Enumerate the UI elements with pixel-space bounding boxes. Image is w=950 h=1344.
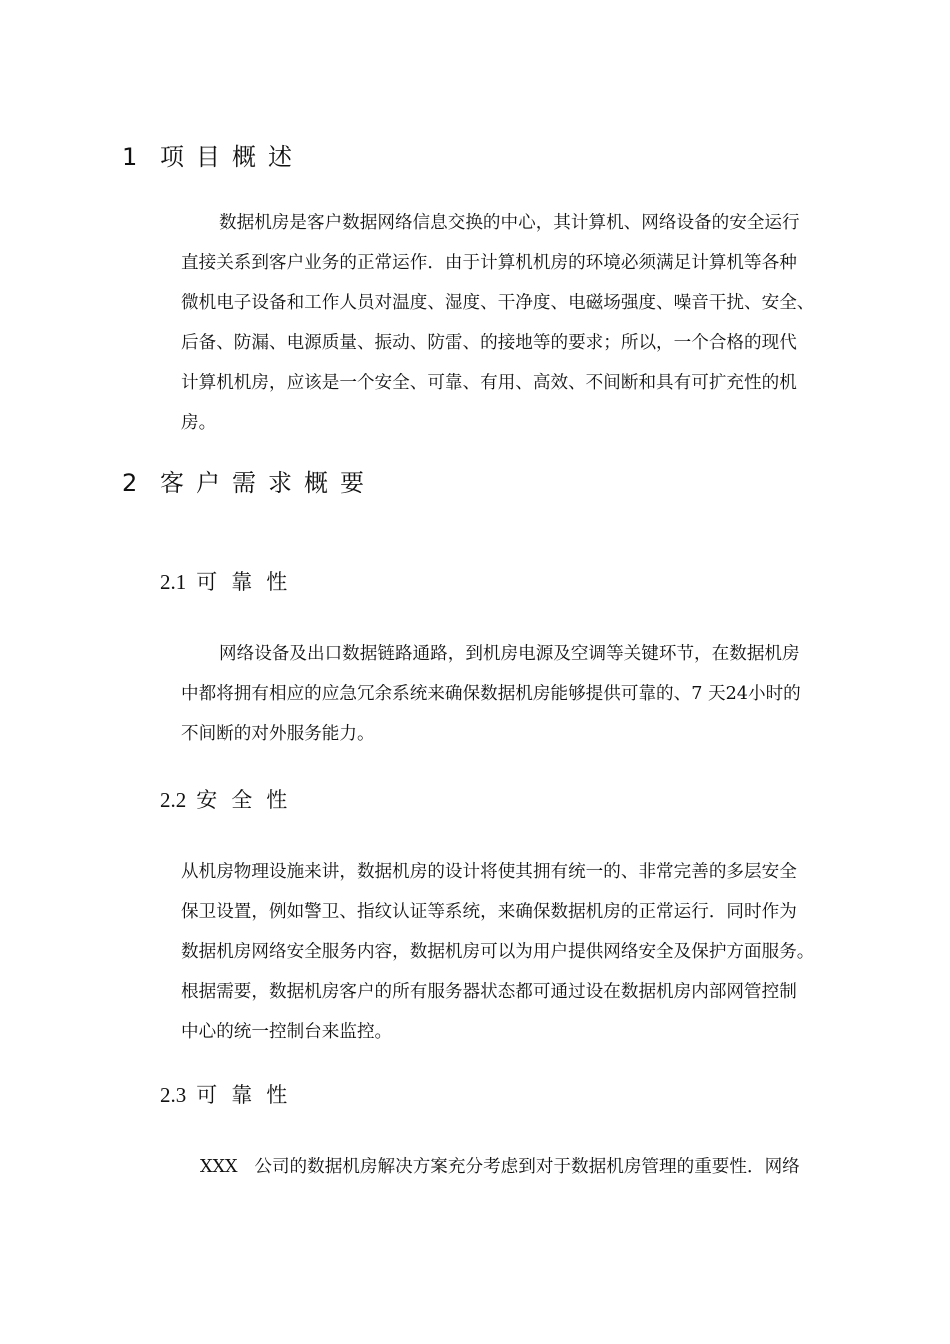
- subsection-2-1-paragraph: [181, 634, 861, 754]
- section-title: 项目概述: [160, 143, 304, 171]
- subsection-heading-2-2: [160, 786, 301, 814]
- subsection-number: 2.2: [160, 788, 187, 812]
- paragraph-line: 从机房物理设施来讲，数据机房的设计将使其拥有统一的、非常完善的多层安全: [181, 862, 797, 882]
- subsection-title: 可靠性: [196, 1083, 302, 1107]
- subsection-number: 2.1: [160, 570, 187, 594]
- paragraph-line: 数据机房是客户数据网络信息交换的中心，其计算机、网络设备的安全运行: [219, 213, 800, 233]
- section-1-paragraph: [181, 203, 861, 443]
- subsection-title: 安全性: [196, 788, 302, 812]
- paragraph-line: 后备、防漏、电源质量、振动、防雷、的接地等的要求；所以，一个合格的现代: [181, 333, 797, 353]
- paragraph-line: 直接关系到客户业务的正常运作．由于计算机机房的环境必须满足计算机等各种: [181, 253, 797, 273]
- paragraph-line: 微机电子设备和工作人员对温度、湿度、干净度、电磁场强度、噪音干扰、安全、: [181, 293, 815, 313]
- paragraph-line: 中心的统一控制台来监控。: [181, 1022, 393, 1042]
- section-heading-2: [122, 468, 376, 498]
- paragraph-line: 计算机机房，应该是一个安全、可靠、有用、高效、不间断和具有可扩充性的机: [181, 373, 797, 393]
- section-number: 1: [122, 143, 138, 171]
- section-heading-1: [122, 142, 304, 172]
- section-number: 2: [122, 469, 138, 497]
- subsection-heading-2-3: [160, 1081, 301, 1109]
- paragraph-line: 数据机房网络安全服务内容，数据机房可以为用户提供网络安全及保护方面服务。: [181, 942, 815, 962]
- paragraph-line: XXX 公司的数据机房解决方案充分考虑到对于数据机房管理的重要性．网络: [200, 1157, 800, 1177]
- paragraph-line: 不间断的对外服务能力。: [181, 724, 375, 744]
- paragraph-line: 中都将拥有相应的应急冗余系统来确保数据机房能够提供可靠的、7 天24小时的: [181, 684, 801, 704]
- subsection-2-2-paragraph: [181, 852, 861, 1052]
- subsection-title: 可靠性: [196, 570, 302, 594]
- paragraph-line: 网络设备及出口数据链路通路，到机房电源及空调等关键环节，在数据机房: [219, 644, 800, 664]
- subsection-number: 2.3: [160, 1083, 187, 1107]
- paragraph-line: 保卫设置，例如警卫、指纹认证等系统，来确保数据机房的正常运行．同时作为: [181, 902, 797, 922]
- subsection-heading-2-1: [160, 568, 301, 596]
- section-title: 客户需求概要: [160, 469, 376, 497]
- paragraph-line: 房。: [181, 413, 217, 433]
- subsection-2-3-paragraph: [200, 1147, 860, 1187]
- paragraph-line: 根据需要，数据机房客户的所有服务器状态都可通过设在数据机房内部网管控制: [181, 982, 797, 1002]
